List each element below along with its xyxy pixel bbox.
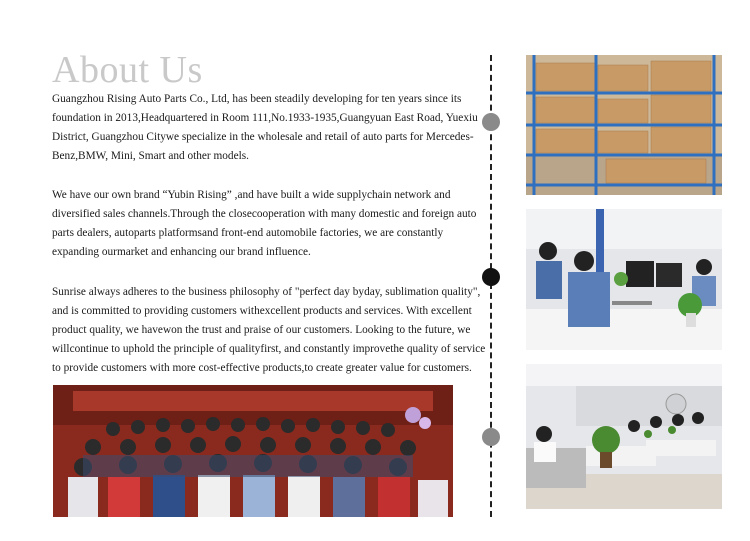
timeline-dot (482, 268, 500, 286)
timeline-dot (482, 113, 500, 131)
brand-paragraph: We have our own brand “Yubin Rising” ,and have built a wide supplychain network and diversified sales channels.Through the closecooperation with many domestic and foreign auto parts dealers, autoparts platformsand front-end automobile factories, we are constantly expanding ourmarket and enhancing our brand influence. (52, 189, 477, 258)
office-workers-photo (526, 209, 722, 350)
page-title: About Us (52, 49, 203, 91)
front-desk-office-photo (526, 364, 722, 509)
philosophy-paragraph: Sunrise always adheres to the business philosophy of "perfect day byday, sublimation quality", and is committed to providing customers withexcellent products and services. With excellent product quality, we havewon the trust and praise of our customers. Looking to the future, we willcontinue to uphold the principle of qualityfirst, and constantly improvethe quality of service to provide customers with more cost-effective products,to create greater value for customers. (52, 286, 486, 374)
team-group-photo (53, 385, 453, 517)
intro-paragraph: Guangzhou Rising Auto Parts Co., Ltd, has been steadily developing for ten years since its foundation in 2013,Headquartered in Room 111,No.1933-1935,Guangyuan East Road, Yuexiu District, Guangzhou Citywe specialize in the wholesale and retail of auto parts for Mercedes-Benz,BMW, Mini, Smart and other models. (52, 93, 478, 162)
warehouse-shelves-photo (526, 55, 722, 195)
timeline-dot (482, 428, 500, 446)
